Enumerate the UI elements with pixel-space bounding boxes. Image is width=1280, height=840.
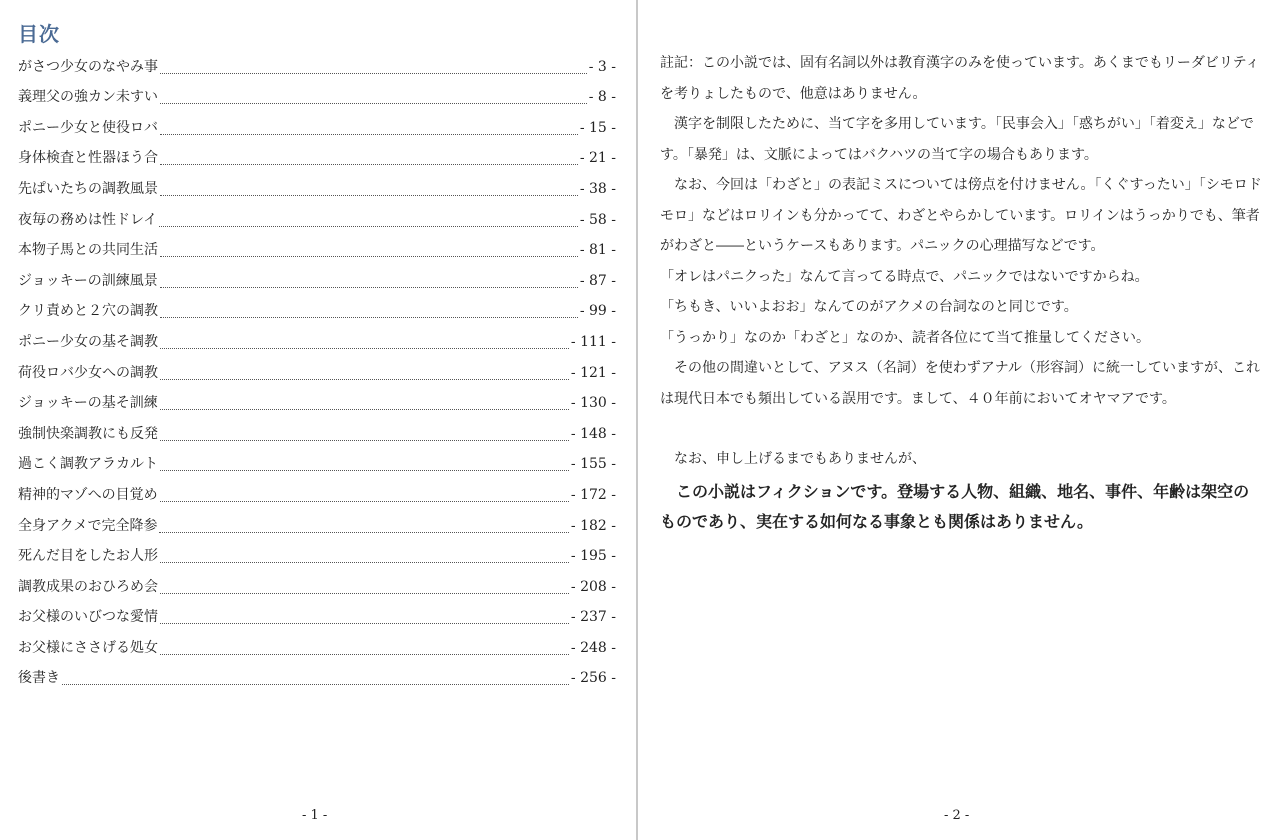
toc-entry[interactable]: [18, 387, 616, 418]
toc-entry[interactable]: [18, 81, 616, 112]
toc-leader-dots: [160, 440, 569, 441]
toc-entry[interactable]: [18, 448, 616, 479]
toc-entry-page: - 195 -: [570, 548, 616, 565]
toc-leader-dots: [160, 593, 569, 594]
toc-entry-title: 本物子馬との共同生活: [18, 242, 158, 259]
toc-entry-page: - 87 -: [579, 272, 616, 289]
author-notes: [660, 48, 1262, 537]
toc-leader-dots: [159, 226, 578, 227]
note-paragraph: 「ちもき、いいよおお」なんてのがアクメの台詞なのと同じです。: [660, 299, 1078, 315]
toc-entry-page: - 58 -: [579, 211, 616, 228]
toc-entry-title: ポニー少女の基そ調教: [18, 333, 158, 350]
toc-entry-title: ジョッキーの基そ訓練: [18, 395, 158, 412]
toc-leader-dots: [160, 317, 578, 318]
toc-entry[interactable]: [18, 264, 616, 295]
toc-entry-title: 死んだ目をしたお人形: [18, 548, 158, 565]
toc-entry-page: - 8 -: [588, 89, 616, 106]
toc-entry[interactable]: [18, 172, 616, 203]
toc-entry[interactable]: [18, 601, 616, 632]
toc-entry-page: - 155 -: [570, 456, 616, 473]
toc-leader-dots: [160, 562, 569, 563]
toc-leader-dots: [160, 287, 578, 288]
toc-entry-title: 調教成果のおひろめ会: [18, 578, 158, 595]
toc-entry-title: ジョッキーの訓練風景: [18, 272, 158, 289]
paragraph-spacer: [660, 414, 1262, 444]
note-paragraph: なお、今回は「わざと」の表記ミスについては傍点を付けません。「くぐすったい」「シモロドモロ」などはロリインも分かってて、わざとやらかしています。ロリインはうっかりでも、筆者がわざと――というケースもあります。パニックの心理描写などです。: [660, 177, 1262, 254]
toc-leader-dots: [159, 532, 568, 533]
toc-entry-page: - 99 -: [579, 303, 616, 320]
toc-leader-dots: [160, 134, 578, 135]
toc-entry[interactable]: [18, 111, 616, 142]
toc-entry-page: - 256 -: [570, 670, 616, 687]
toc-entry-page: - 21 -: [579, 150, 616, 167]
toc-entry[interactable]: [18, 325, 616, 356]
toc-entry-title: 義理父の強カン未すい: [18, 89, 158, 106]
toc-entry[interactable]: [18, 570, 616, 601]
toc-leader-dots: [160, 379, 569, 380]
toc-entry-title: クリ責めと２穴の調教: [18, 303, 158, 320]
toc-leader-dots: [160, 654, 569, 655]
toc-leader-dots: [160, 164, 578, 165]
note-paragraph: 漢字を制限したために、当て字を多用しています。「民事会入」「惑ちがい」「着変え」などです。「暴発」は、文脈によってはバクハツの当て字の場合もあります。: [660, 116, 1254, 163]
toc-entry-page: - 182 -: [570, 517, 616, 534]
page-number: - 2 -: [944, 808, 970, 823]
toc-entry-title: ポニー少女と使役ロバ: [18, 119, 158, 136]
table-of-contents: [18, 50, 616, 692]
toc-leader-dots: [160, 256, 578, 257]
toc-entry[interactable]: [18, 540, 616, 571]
toc-leader-dots: [160, 409, 569, 410]
toc-entry-title: 過こく調教アラカルト: [18, 456, 158, 473]
note-paragraph: 「オレはパニクった」なんて言ってる時点で、パニックではないですからね。: [660, 268, 1149, 285]
note-paragraph: その他の間違いとして、アヌス（名詞）を使わずアナル（形容詞）に統一していますが、これは現代日本でも頻出している誤用です。まして、４０年前においてオヤマアです。: [660, 360, 1261, 407]
fiction-disclaimer: この小説はフィクションです。登場する人物、組織、地名、事件、年齢は架空のものであり、実在する如何なる事象とも関係はありません。: [660, 481, 1250, 531]
toc-entry-page: - 111 -: [570, 333, 616, 350]
toc-entry[interactable]: [18, 142, 616, 173]
toc-entry-page: - 208 -: [570, 578, 616, 595]
toc-entry-page: - 248 -: [570, 639, 616, 656]
toc-entry-page: - 237 -: [570, 609, 616, 626]
toc-entry-page: - 148 -: [570, 425, 616, 442]
toc-entry[interactable]: [18, 50, 616, 81]
toc-leader-dots: [160, 73, 587, 74]
toc-leader-dots: [160, 623, 569, 624]
toc-title: 目次: [18, 22, 60, 46]
toc-leader-dots: [160, 348, 569, 349]
toc-entry-title: お父様にささげる処女: [18, 639, 158, 656]
note-paragraph: 註記：この小説では、固有名詞以外は教育漢字のみを使っています。あくまでもリーダビリティを考りょしたもので、他意はありません。: [660, 55, 1260, 102]
toc-entry[interactable]: [18, 662, 616, 693]
note-paragraph: 「うっかり」なのか「わざと」なのか、読者各位にて当て推量してください。: [660, 329, 1150, 346]
toc-leader-dots: [160, 501, 569, 502]
toc-entry[interactable]: [18, 631, 616, 662]
toc-leader-dots: [160, 103, 587, 104]
toc-entry[interactable]: [18, 478, 616, 509]
toc-entry-title: 身体検査と性器ほう合: [18, 150, 158, 167]
toc-leader-dots: [160, 195, 578, 196]
toc-entry-title: お父様のいびつな愛情: [18, 609, 158, 626]
toc-entry-title: 夜毎の務めは性ドレイ: [18, 211, 158, 228]
toc-entry-title: 強制快楽調教にも反発: [18, 425, 158, 442]
toc-leader-dots: [160, 470, 569, 471]
page-right: [638, 0, 1280, 840]
page-number: - 1 -: [302, 808, 328, 823]
toc-entry[interactable]: [18, 234, 616, 265]
toc-leader-dots: [62, 684, 569, 685]
toc-entry-title: 先ぱいたちの調教風景: [18, 180, 158, 197]
toc-entry[interactable]: [18, 203, 616, 234]
toc-entry-title: がさつ少女のなやみ事: [18, 58, 158, 75]
toc-entry-page: - 81 -: [579, 242, 616, 259]
toc-entry-title: 精神的マゾへの目覚め: [18, 486, 158, 503]
toc-entry-page: - 130 -: [570, 395, 616, 412]
note-paragraph: なお、申し上げるまでもありませんが、: [674, 451, 926, 467]
toc-entry-page: - 38 -: [579, 180, 616, 197]
toc-entry[interactable]: [18, 417, 616, 448]
toc-entry[interactable]: [18, 356, 616, 387]
toc-entry-page: - 172 -: [570, 486, 616, 503]
page-left: [0, 0, 636, 840]
toc-entry[interactable]: [18, 295, 616, 326]
toc-entry-page: - 121 -: [570, 364, 616, 381]
toc-entry[interactable]: [18, 509, 616, 540]
toc-entry-title: 全身アクメで完全降参: [18, 517, 158, 534]
toc-entry-page: - 3 -: [588, 58, 616, 75]
toc-entry-page: - 15 -: [579, 119, 616, 136]
toc-entry-title: 荷役ロバ少女への調教: [18, 364, 158, 381]
toc-entry-title: 後書き: [18, 670, 60, 687]
